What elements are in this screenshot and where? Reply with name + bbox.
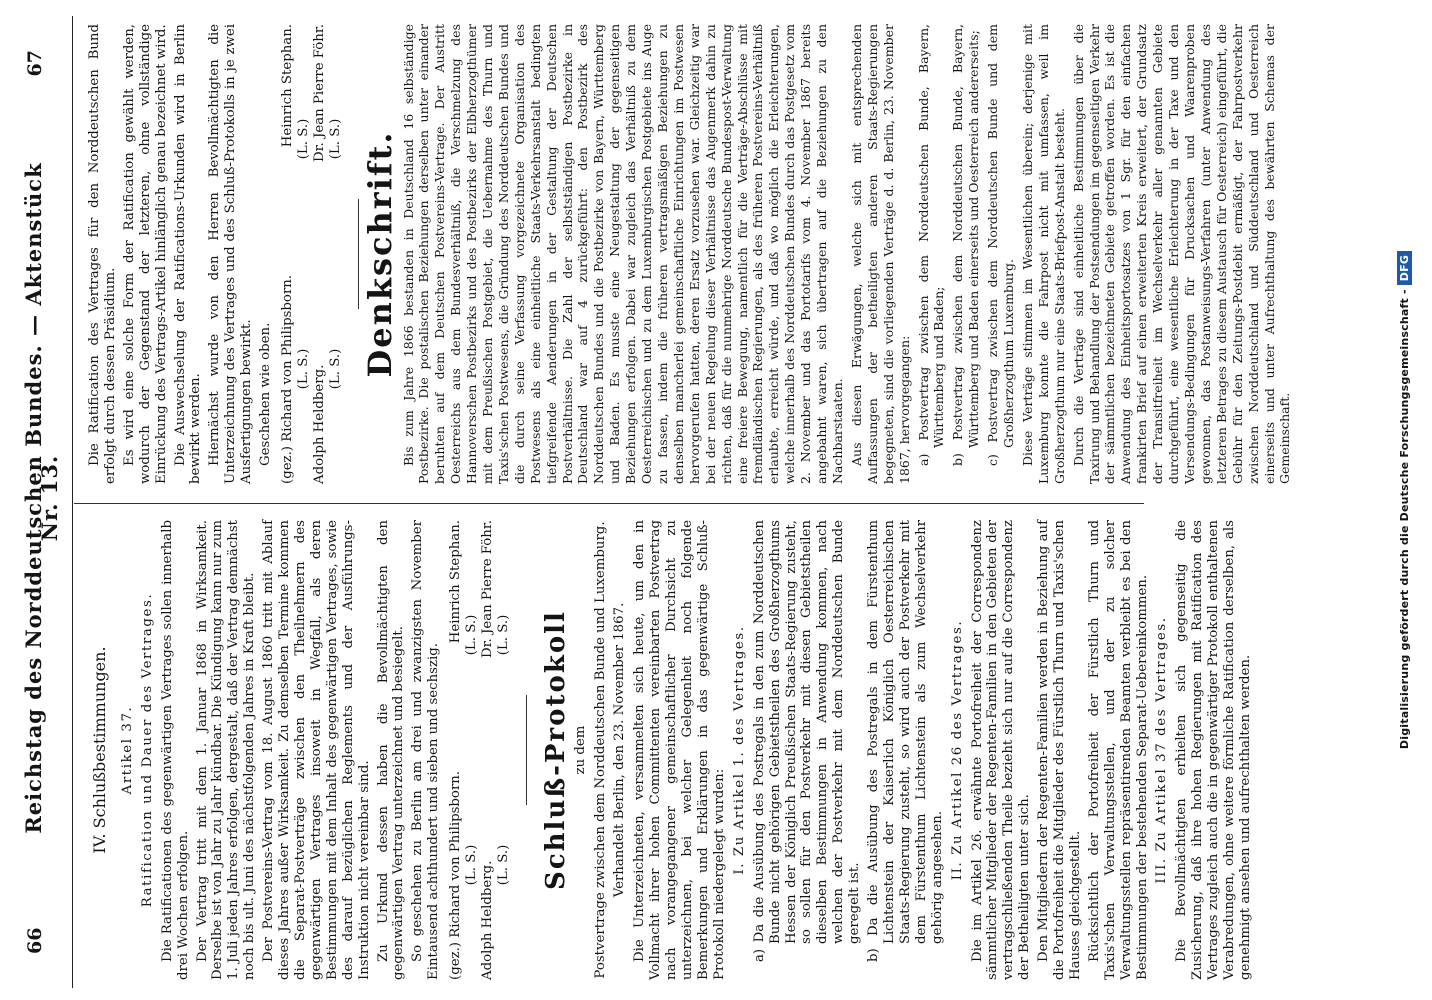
list-item: a) Postvertrag zwischen dem Norddeutschen Bunde, Bayern, Württemberg und Baden; — [915, 24, 947, 466]
seal-mark: (L. S.) — [464, 844, 480, 886]
seal-mark: (L. S.) — [495, 614, 511, 656]
signature: Dr. Jean Pierre Föhr. — [479, 520, 495, 658]
signature-block — [448, 520, 512, 980]
paragraph: Die Auswechselung der Ratifications-Urkunden wird in Berlin bewirkt werden. — [172, 24, 204, 484]
signature: (gez.) Richard von Philipsborn. — [279, 274, 295, 484]
paragraph: So geschehen zu Berlin am drei und zwanzigsten November Eintausend achthundert und sieben und sechszig. — [410, 520, 442, 980]
protocol-subtitle: Postvertrage zwischen dem Norddeutschen Bunde und Luxemburg. — [592, 521, 608, 979]
article-heading: Artikel 37. — [119, 705, 135, 795]
list-item: b) Postvertrag zwischen dem Norddeutschen Bunde, Bayern, Württemberg und Baden einerseits und Oesterreich andererseits; — [950, 24, 982, 466]
paragraph: Diese Verträge stimmen im Wesentlichen überein; derjenige mit Luxemburg konnte die Fahrpost nicht mit umfassen, weil im Großherzogthum nur eine Staats-Briefpost-Anstalt besteht. — [1019, 24, 1067, 484]
signature: (gez.) Richard von Philipsborn. — [448, 770, 464, 980]
page-header — [14, 16, 73, 988]
paragraph: Die Bevollmächtigten erhielten sich gegenseitig die Zusicherung, daß ihre hohen Regierungen mit Ratification des Vertrages zugleich auch die in gegenwärtiger Protokoll enthaltenen Verabredungen, ohne weitere förmliche Ratification derselben, als genehmigt ansehen und aufrechthalten werden. — [1174, 520, 1253, 980]
paragraph: Der Vertrag tritt mit dem 1. Januar 1868 in Wirksamkeit. Derselbe ist von Jahr zu Jahr kündbar. Die Kündigung kann nur zum 1. Juli jeden Jahres erfolgen, dergestalt, daß der Vertrag demnächst noch bis ult. Juni des nächstfolgenden Jahres in Kraft bleibt. — [194, 520, 258, 980]
paragraph: Die Unterzeichneten, versammelten sich heute, um den in Vollmacht ihrer hohen Committenten vereinbarten Postvertrag nach vorangegangener gemeinschaftlicher Durchsicht zu unterzeichnen, bei welcher Gelegenheit noch folgende Bemerkungen und Erklärungen in das gegenwärtige Schluß-Protokoll niedergelegt wurden: — [632, 520, 727, 980]
signature: Adolph Heldberg. — [311, 364, 327, 484]
paragraph: Bis zum Jahre 1866 bestanden in Deutschland 16 selbständige Postbezirke. Die postalischen Beziehungen derselben unter einander beruhten auf dem Deutschen Postvereins-Vertrage. Der Austritt Oesterreichs aus dem Bundesverhältniß, die Verschmelzung des Hannoverschen Postbezirks und des Postbezirks der Elbherzogthümer mit dem Preußischen Postgebiet, die Uebernahme des Thurn und Taxis'schen Postwesens, die Gründung des Norddeutschen Bundes und die durch seine Verfassung vorgezeichnete Organisation des Postwesens als eine einheitliche Staats-Verkehrsanstalt bedingten tiefgreifende Aenderungen in der Gestaltung der Deutschen Postverhältnisse. Die Zahl der selbstständigen Postbezirke in Deutschland war auf 4 zurückgeführt: den Postbezirk des Norddeutschen Bundes und die Postbezirke von Bayern, Württemberg und Baden. Es musste eine Neugestaltung der gegenseitigen Beziehungen erfolgen. Dabei war zugleich das Verhältniß zu dem Oesterreichischen und zu dem Luxemburgischen Postgebiete ins Auge zu fassen, indem die früheren vertragsmäßigen Beziehungen zu denselben mancherlei gemeinschaftliche Einrichtungen im Postwesen hervorgerufen hatten, deren Ersatz vorzusehen war. Gleichzeitig war bei der neuen Regelung dieser Verhältnisse das Augenmerk dahin zu richten, daß für die nunmehrige Norddeutsche Bundespost-Verwaltung eine freiere Bewegung, namentlich für die Verträge-Abschlüsse mit fremdländischen Regierungen, als des früheren Postvereins-Verhältniß erlaubte, erreicht würde, und daß wo möglich die Erleichterungen, welche innerhalb des Norddeutschen Bundes durch das Postgesetz vom 2. November und das Portotarifs vom 4. November 1867 bereits angebahnt waren, sich übertragen auf die Beziehungen zu den Nachbarstaaten. — [400, 24, 845, 484]
denkschrift-title: Denkschrift. — [360, 130, 399, 378]
paragraph: Rücksichtlich der Portofreiheit der Fürstlich Thurn und Taxis'schen Verwaltungsstellen, und der zu solcher Verwaltungsstellen repräsentirenden Beamten verbleibt es bei den Bestimmungen der bestehenden Separat-Uebereinkommen. — [1086, 520, 1150, 980]
protocol-title: Schluß-Protokoll — [540, 610, 571, 890]
protocol-date: Verhandelt Berlin, den 23. November 1867. — [612, 602, 628, 898]
page-number-left: 66 — [24, 927, 46, 954]
column-divider — [74, 503, 1144, 504]
point-heading: I. Zu Artikel 1. des Vertrages. — [731, 625, 747, 875]
running-title: Reichstag des Norddeutschen Bundes. — Aktenstück Nr. 13. — [21, 162, 62, 834]
paragraph: Zu Urkund dessen haben die Bevollmächtigten den gegenwärtigen Vertrag unterzeichnet und besiegelt. — [375, 520, 407, 980]
point-heading: II. Zu Artikel 26 des Vertrages. — [949, 619, 965, 881]
signature: Adolph Heldberg. — [479, 860, 495, 980]
seal-mark: (L. S.) — [295, 118, 311, 160]
seal-mark: (L. S.) — [464, 614, 480, 656]
page-number-right: 67 — [24, 50, 46, 77]
paragraph: Durch die Verträge sind einheitliche Bestimmungen über die Taxirung und Behandlung der Postsendungen im gegenseitigen Verkehr der sämmtlichen bezeichneten Gebiete getroffen worden. Es ist die Anwendung des Einheitsportosatzes von 1 Sgr. für den einfachen frankirten Brief auf einen erweiterten Kreis erweitert, der Grundsatz der Transitfreiheit im Wechselverkehr aller genannten Gebiete durchgeführt, eine wesentliche Erleichterung in der Taxe und den Versendungs-Bedingungen für Drucksachen und Waarenproben gewonnen, das Postanweisungs-Verfahren (unter Anwendung des letzteren Betrages zu diesem Austausch für Oesterreich) eingeführt, die Gebühr für den Zeitungs-Postdebit ermäßigt, der Fahrpostverkehr zwischen Norddeutschland und Süddeutschland und Oesterreich einerseits und unter Aufrechthaltung des bewährten Schemas der Gemeinschaft. — [1070, 24, 1293, 484]
seal-mark: (L. S.) — [495, 844, 511, 886]
credit-text: Digitalisierung gefördert durch die Deutsche Forschungsgemeinschaft - — [1398, 289, 1411, 750]
digitization-credit — [1398, 0, 1411, 1000]
paragraph: Geschehen wie oben. — [258, 322, 274, 466]
paragraph: Die Ratificationen des gegenwärtigen Vertrages sollen innerhalb drei Wochen erfolgen. — [159, 520, 191, 980]
signature: Heinrich Stephan. — [279, 24, 295, 148]
seal-mark: (L. S.) — [295, 348, 311, 390]
document-page — [14, 16, 1394, 988]
signature-block — [280, 24, 344, 484]
paragraph: Die im Artikel 26. erwähnte Portofreiheit der Correspondenz sämmtlicher Mitglieder der Regenten-Familien in den Gebieten der vertragschließenden Theile bezieht sich nur auf die Correspondenz der Betheiligten unter sich. — [969, 520, 1033, 980]
point-item: a) Da die Ausübung des Postregals in den zum Norddeutschen Bunde nicht gehörigen Gebietstheilen des Großherzogthums Hessen der Königlich Preußischen Staats-Regierung zusteht, so sollen für den Postverkehr mit diesen Gebietstheilen dieselben Bestimmungen in Anwendung kommen, nach welchen der Postverkehr mit dem Norddeutschen Bunde geregelt ist. — [751, 520, 863, 962]
list-item: c) Postvertrag zwischen dem Norddeutschen Bunde und dem Großherzogthum Luxemburg. — [985, 24, 1017, 466]
right-column — [84, 24, 1296, 484]
signature: Heinrich Stephan. — [448, 520, 464, 644]
paragraph: Hiernächst wurde von den Herren Bevollmächtigten die Unterzeichnung des Vertrages und des Schluß-Protokolls in je zwei Ausfertigungen bewirkt. — [207, 24, 255, 484]
paragraph: Es wird eine solche Form der Ratification gewählt werden, wodurch der Gegenstand der letzteren, ohne vollständige Einrückung des Vertrags-Artikel hinlänglich genau bezeichnet wird. — [121, 24, 169, 484]
paragraph: Aus diesen Erwägungen, welche sich mit entsprechenden Auffassungen der betheiligten anderen Staats-Regierungen begegneten, sind die vorliegenden Verträge d. d. Berlin, 23. November 1867, hervorgegangen: — [848, 24, 912, 484]
article-subheading: Ratification und Dauer des Vertrages. — [139, 592, 155, 908]
point-heading: III. Zu Artikel 37 des Vertrages. — [1154, 616, 1170, 884]
protocol-subtitle: zu dem — [572, 725, 588, 775]
seal-mark: (L. S.) — [327, 348, 343, 390]
point-item: b) Da die Ausübung des Postregals in dem Fürstenthum Lichtenstein der Kaiserlich Königlich Oesterreichischen Staats-Regierung zusteht, so wird auch der Postverkehr mit dem Fürstenthum Lichtenstein als zum Wechselverkehr gehörig angesehen. — [866, 520, 945, 962]
section-heading: IV. Schlußbestimmungen. — [90, 646, 109, 854]
separator-rule — [526, 695, 527, 805]
separator-rule — [358, 199, 359, 309]
paragraph: Den Mitgliedern der Regenten-Familien werden in Beziehung auf die Portofreiheit die Mitglieder des Fürstlich Thurn und Taxis'schen Hauses gleichgestellt. — [1036, 520, 1083, 980]
paragraph: Die Ratification des Vertrages für den Norddeutschen Bund erfolgt durch dessen Präsidium. — [87, 24, 118, 484]
paragraph: Der Postvereins-Vertrag vom 18. August 1860 tritt mit Ablauf dieses Jahres außer Wirksamkeit. Zu demselben Termine kommen die Separat-Postverträge zwischen den Theilnehmern des gegenwärtigen Vertrages insoweit in Wegfall, als deren Bestimmungen mit dem Inhalt des gegenwärtigen Vertrages, sowie des darauf bezüglichen Reglements und der Ausführungs-Instruktion nicht vereinbar sind. — [261, 520, 372, 980]
left-column — [84, 520, 1257, 980]
dfg-logo: DFG — [1397, 251, 1412, 285]
signature: Dr. Jean Pierre Föhr. — [311, 24, 327, 162]
seal-mark: (L. S.) — [327, 118, 343, 160]
